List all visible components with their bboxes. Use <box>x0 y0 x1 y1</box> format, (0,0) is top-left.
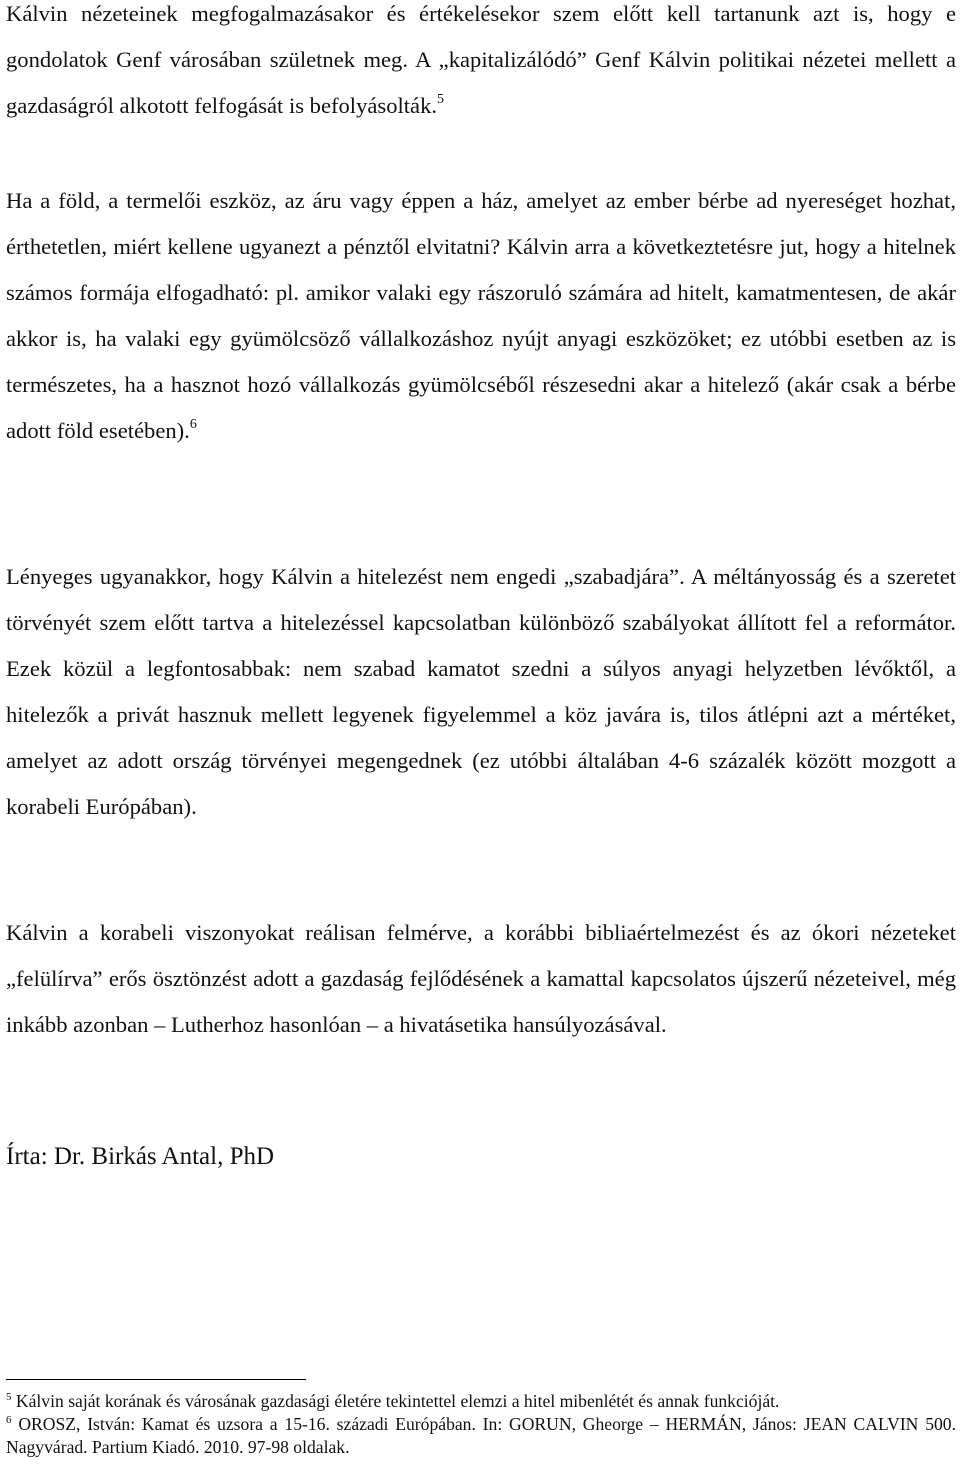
paragraph-3-text: Lényeges ugyanakkor, hogy Kálvin a hitelezést nem engedi „szabadjára”. A méltányosság és a szeretet törvényét szem előtt tartva a hitelezéssel kapcsolatban különböző szabályokat állított fel a reformátor. Ezek közül a legfontosabbak: nem szabad kamatot szedni a súlyos anyagi helyzetben lévőktől, a hitelezők a privát hasznuk mellett legyenek figyelemmel a köz javára is, tilos átlépni azt a mértéket, amelyet az adott ország törvényei megengednek (ez utóbbi általában 4-6 százalék között mozgott a korabeli Európában). <box>6 564 956 819</box>
footnote-number: 5 <box>6 1391 12 1403</box>
footnote-6 <box>6 1413 956 1459</box>
footnote-text: OROSZ, István: Kamat és uzsora a 15-16. századi Európában. In: GORUN, Gheorge – HERMÁN, János: JEAN CALVIN 500. Nagyvárad. Partium Kiadó. 2010. 97-98 oldalak. <box>6 1414 956 1457</box>
footnote-ref-6[interactable]: 6 <box>189 417 197 432</box>
paragraph-1-text: Kálvin nézeteinek megfogalmazásakor és értékelésekor szem előtt kell tartanunk azt is, hogy e gondolatok Genf városában születnek meg. A „kapitalizálódó” Genf Kálvin politikai nézetei mellett a gazdaságról alkotott felfogását is befolyásolták. <box>6 1 956 118</box>
author-line: Írta: Dr. Birkás Antal, PhD <box>6 1143 275 1170</box>
footnote-number: 6 <box>6 1414 12 1426</box>
paragraph-4 <box>6 910 956 1048</box>
footnotes <box>6 1390 956 1459</box>
footnote-5 <box>6 1390 956 1413</box>
paragraph-2 <box>6 178 956 454</box>
footnote-divider <box>6 1379 306 1380</box>
paragraph-4-text: Kálvin a korabeli viszonyokat reálisan felmérve, a korábbi bibliaértelmezést és az ókori nézeteket „felülírva” erős ösztönzést adott a gazdaság fejlődésének a kamattal kapcsolatos újszerű nézeteivel, még inkább azonban – Lutherhoz hasonlóan – a hivatásetika hansúlyozásával. <box>6 920 956 1037</box>
footnote-ref-5[interactable]: 5 <box>437 92 445 107</box>
paragraph-3 <box>6 554 956 830</box>
paragraph-2-text: Ha a föld, a termelői eszköz, az áru vagy éppen a ház, amelyet az ember bérbe ad nyereséget hozhat, érthetetlen, miért kellene ugyanezt a pénztől elvitatni? Kálvin arra a következtetésre jut, hogy a hitelnek számos formája elfogadható: pl. amikor valaki egy rászoruló számára ad hitelt, kamatmentesen, de akár akkor is, ha valaki egy gyümölcsöző vállalkozáshoz nyújt anyagi eszközöket; ez utóbbi esetben az is természetes, ha a hasznot hozó vállalkozás gyümölcséből részesedni akar a hitelező (akár csak a bérbe adott föld esetében). <box>6 188 956 443</box>
paragraph-1 <box>6 0 956 129</box>
footnote-text: Kálvin saját korának és városának gazdasági életére tekintettel elemzi a hitel mibenlétét és annak funkcióját. <box>15 1391 780 1411</box>
